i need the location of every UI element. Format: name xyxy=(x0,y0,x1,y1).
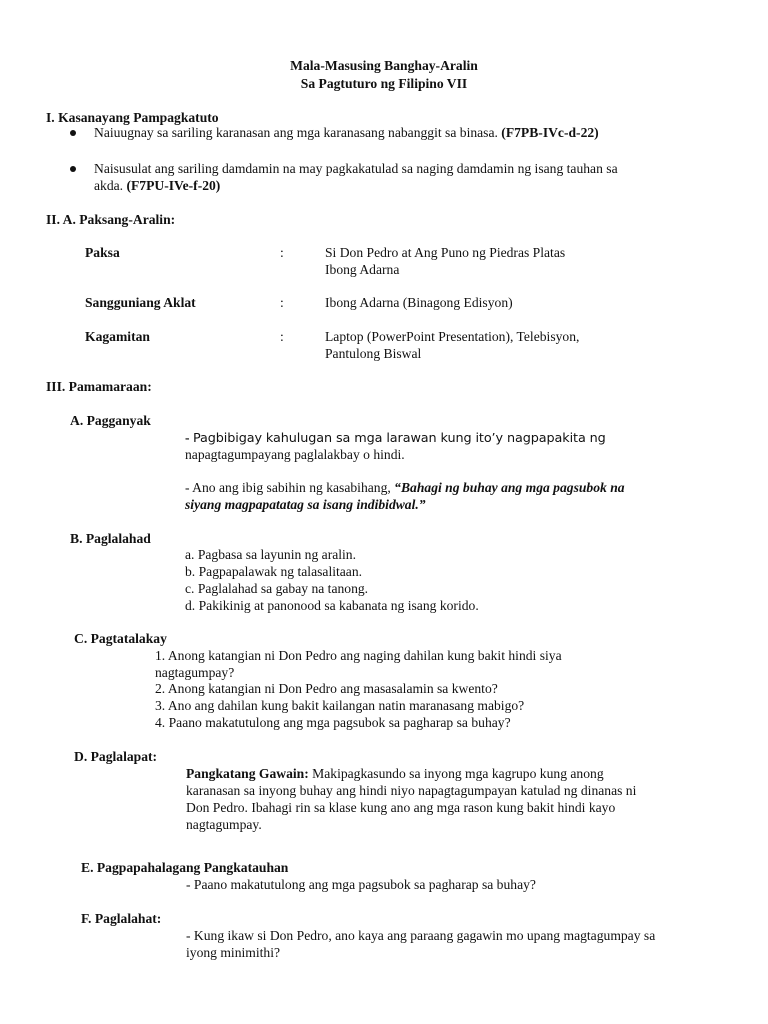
objective-1-code: (F7PB-IVc-d-22) xyxy=(501,125,599,140)
step-b-item: b. Pagpapalawak ng talasalitaan. xyxy=(185,564,363,579)
step-f-line1: - Kung ikaw si Don Pedro, ano kaya ang paraang gagawin mo upang magtagumpay sa xyxy=(186,928,656,943)
row-value-paksa-line2: Ibong Adarna xyxy=(325,262,400,277)
step-e-line1: - Paano makatutulong ang mga pagsubok sa pagharap sa buhay? xyxy=(186,877,536,892)
step-b-item: c. Paglalahad sa gabay na tanong. xyxy=(185,581,369,596)
step-a-dash: - xyxy=(185,430,193,445)
row-colon: : xyxy=(280,295,284,310)
step-a-line2: napagtagumpayang paglalakbay o hindi. xyxy=(185,447,405,462)
step-c-line: 2. Anong katangian ni Don Pedro ang masasalamin sa kwento? xyxy=(155,681,498,696)
step-d-heading: D. Paglalapat: xyxy=(74,749,158,764)
step-c-line: 1. Anong katangian ni Don Pedro ang naging dahilan kung bakit hindi siya xyxy=(155,648,562,663)
step-b-heading: B. Paglalahad xyxy=(70,531,151,546)
step-a-line1 xyxy=(185,429,606,447)
row-value-kagamitan-line2: Pantulong Biswal xyxy=(325,346,422,361)
step-b-item: a. Pagbasa sa layunin ng aralin. xyxy=(185,547,357,562)
step-d-text: Makipagkasundo sa inyong mga kagrupo kung anong xyxy=(308,766,604,781)
document-subtitle: Sa Pagtuturo ng Filipino VII xyxy=(300,76,468,91)
section-2-heading: II. A. Paksang-Aralin: xyxy=(46,212,176,227)
section-1-heading: I. Kasanayang Pampagkatuto xyxy=(46,110,219,125)
row-value-kagamitan-line1: Laptop (PowerPoint Presentation), Telebisyon, xyxy=(325,329,580,344)
objective-2-code: (F7PU-IVe-f-20) xyxy=(126,178,221,193)
row-colon: : xyxy=(280,329,284,344)
objective-1 xyxy=(94,124,599,141)
step-d-label: Pangkatang Gawain: xyxy=(186,766,309,781)
section-3-heading: III. Pamamaraan: xyxy=(46,379,152,394)
step-a-text: Pagbibigay kahulugan sa mga larawan kung ito’y nagpapakita ng xyxy=(192,431,606,446)
step-a-quote-line2: siyang magpapatatag sa isang indibidwal.” xyxy=(185,497,426,512)
step-c-line: nagtagumpay? xyxy=(155,665,235,680)
row-label-paksa: Paksa xyxy=(85,245,120,260)
objective-2-line2 xyxy=(94,177,220,194)
bullet-icon xyxy=(70,166,76,172)
step-d-line: Don Pedro. Ibahagi rin sa klase kung ano ang mga rason kung bakit hindi kayo xyxy=(186,800,616,815)
step-c-line: 3. Ano ang dahilan kung bakit kailangan natin maranasang mabigo? xyxy=(155,698,525,713)
step-a-quote-line1 xyxy=(185,479,625,496)
row-value-paksa-line1: Si Don Pedro at Ang Puno ng Piedras Platas xyxy=(325,245,566,260)
step-c-line: 4. Paano makatutulong ang mga pagsubok sa pagharap sa buhay? xyxy=(155,715,511,730)
step-d-line1 xyxy=(186,765,604,782)
step-d-line: nagtagumpay. xyxy=(186,817,262,832)
objective-2-line1: Naisusulat ang sariling damdamin na may pagkakatulad sa naging damdamin ng isang tauhan sa xyxy=(94,161,618,176)
row-colon: : xyxy=(280,245,284,260)
step-f-line2: iyong minimithi? xyxy=(186,945,281,960)
step-c-heading: C. Pagtatalakay xyxy=(74,631,167,646)
row-value-sanggunian: Ibong Adarna (Binagong Edisyon) xyxy=(325,295,513,310)
row-label-sanggunian: Sangguniang Aklat xyxy=(85,295,196,310)
objective-1-text: Naiuugnay sa sariling karanasan ang mga karanasang nabanggit sa binasa. xyxy=(94,125,502,140)
objective-2-text: akda. xyxy=(94,178,127,193)
row-label-kagamitan: Kagamitan xyxy=(85,329,150,344)
bullet-icon xyxy=(70,130,76,136)
step-a-heading: A. Pagganyak xyxy=(70,413,151,428)
step-a-quote-intro: - Ano ang ibig sabihin ng kasabihang, xyxy=(185,480,395,495)
document-title: Mala-Masusing Banghay-Aralin xyxy=(290,58,478,73)
step-b-item: d. Pakikinig at panonood sa kabanata ng isang korido. xyxy=(185,598,479,613)
step-e-heading: E. Pagpapahalagang Pangkatauhan xyxy=(81,860,289,875)
step-f-heading: F. Paglalahat: xyxy=(81,911,162,926)
step-a-quote-text: “Bahagi ng buhay ang mga pagsubok na xyxy=(394,480,625,495)
step-d-line: karanasan sa inyong buhay ang hindi niyo napagtagumpayan katulad ng dinanas ni xyxy=(186,783,637,798)
